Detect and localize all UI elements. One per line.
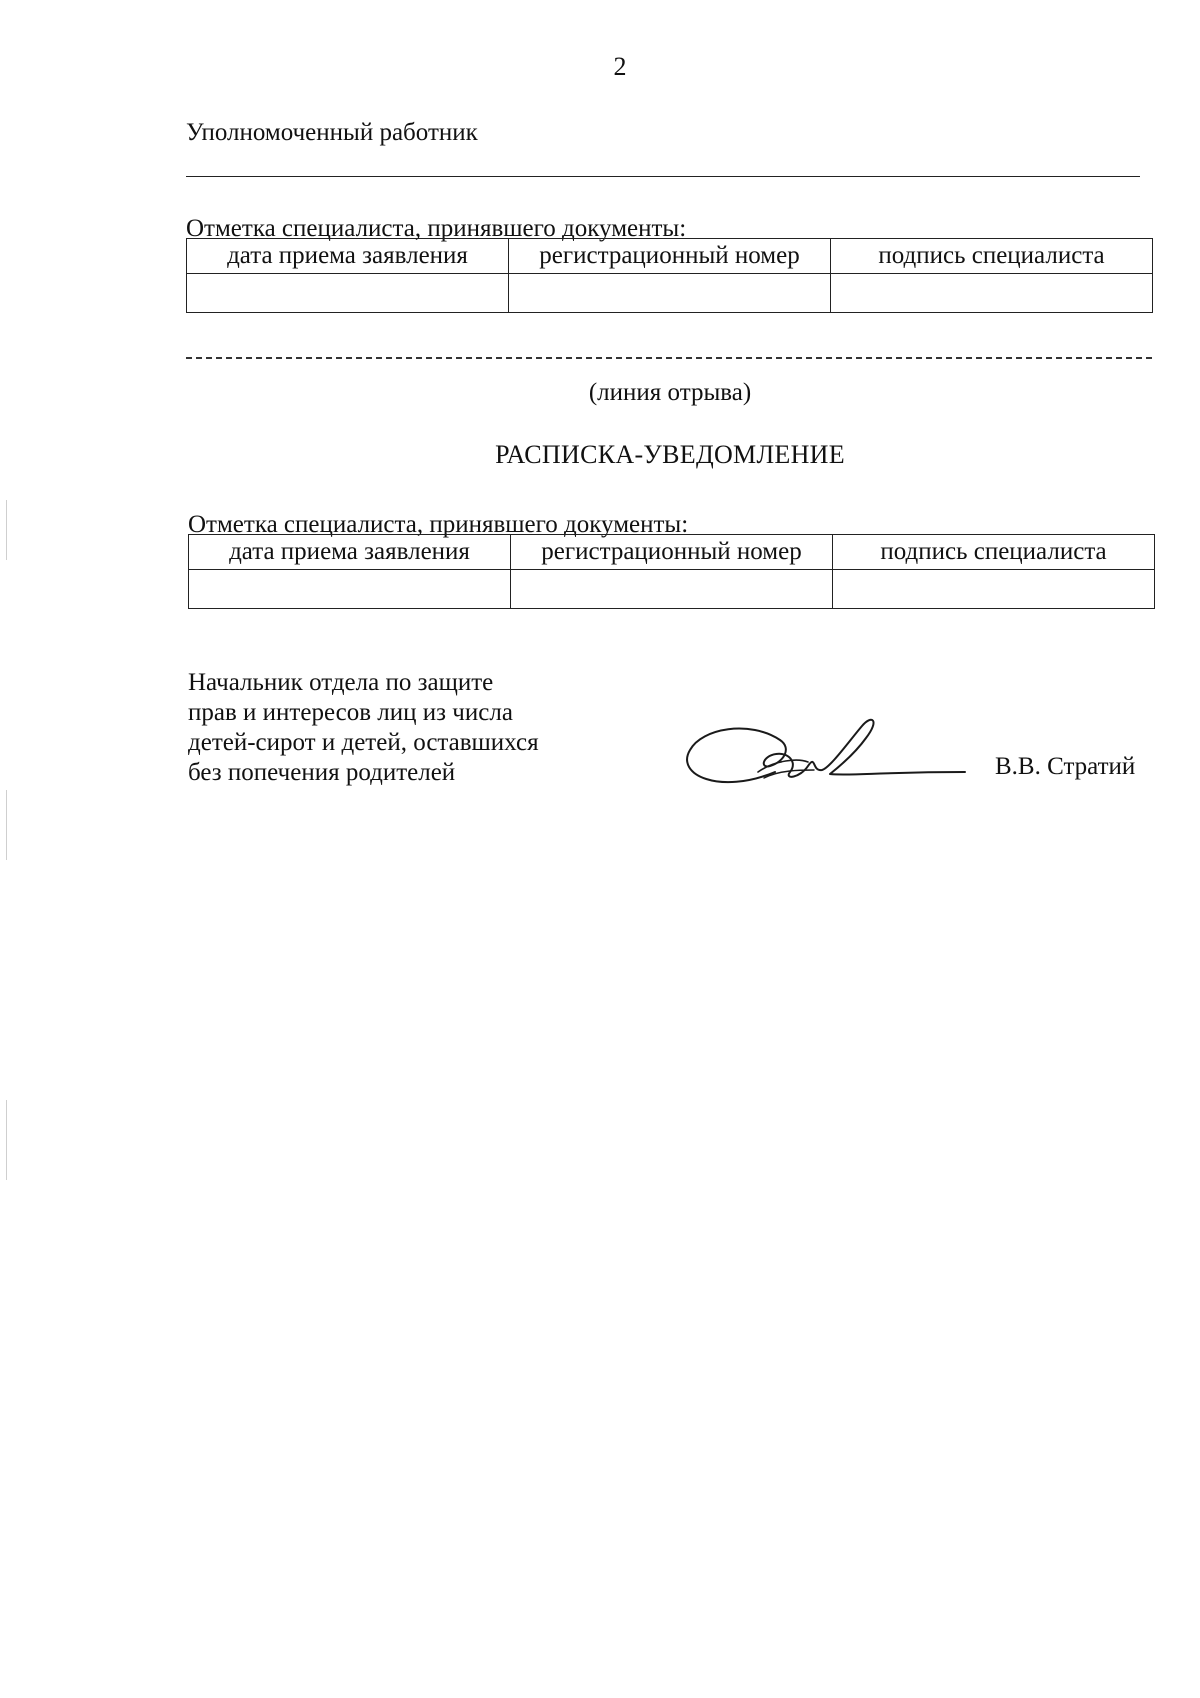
handwritten-signature [680,700,970,800]
tear-line [186,357,1152,359]
cell-signature-blank[interactable] [833,570,1155,609]
cell-date-blank[interactable] [189,570,511,609]
authorized-worker-label: Уполномоченный работник [186,119,478,146]
header-date: дата приема заявления [187,239,509,274]
header-reg-number: регистрационный номер [509,239,831,274]
cell-reg-number-blank[interactable] [509,274,831,313]
receipt-title: РАСПИСКА-УВЕДОМЛЕНИЕ [495,440,845,469]
position-line: Начальник отдела по защите [188,669,494,696]
signatory-name: В.В. Стратий [995,753,1136,780]
mark-table-top-blank-row [187,274,1153,313]
cell-reg-number-blank[interactable] [511,570,833,609]
cell-signature-blank[interactable] [831,274,1153,313]
position-line: без попечения родителей [188,759,456,786]
mark-table-receipt-header-row [189,535,1155,570]
mark-table-receipt [188,534,1155,609]
header-reg-number: регистрационный номер [511,535,833,570]
position-line: детей-сирот и детей, оставшихся [188,729,539,756]
mark-caption-receipt: Отметка специалиста, принявшего документы: [188,511,689,538]
scan-artifact [6,790,7,860]
scan-artifact [6,1100,7,1180]
mark-caption-top: Отметка специалиста, принявшего документы: [186,215,687,242]
signatory-position [188,668,539,788]
mark-table-top-header-row [187,239,1153,274]
cell-date-blank[interactable] [187,274,509,313]
header-signature: подпись специалиста [831,239,1153,274]
scan-artifact [6,500,7,560]
tear-line-label: (линия отрыва) [588,379,752,406]
header-date: дата приема заявления [189,535,511,570]
header-signature: подпись специалиста [833,535,1155,570]
page-number: 2 [613,52,627,81]
position-line: прав и интересов лиц из числа [188,699,513,726]
mark-table-top [186,238,1153,313]
mark-table-receipt-blank-row [189,570,1155,609]
authorized-signature-line [186,176,1140,177]
